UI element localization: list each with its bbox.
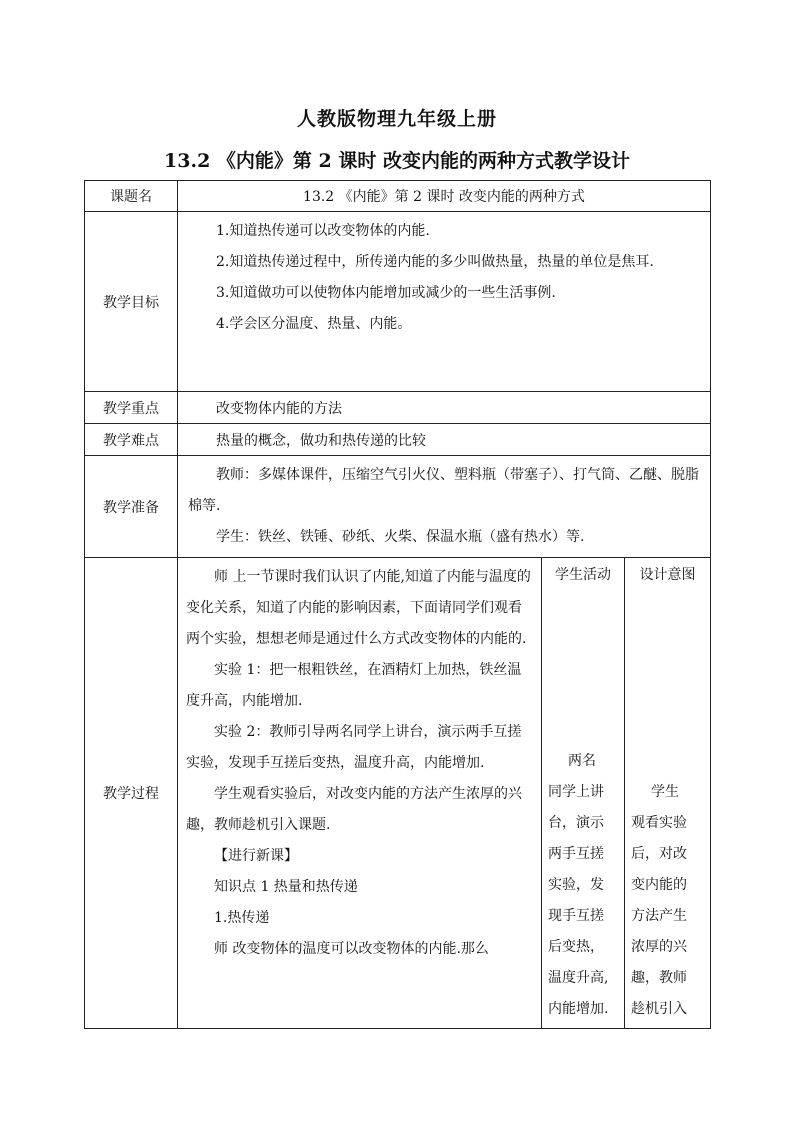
process-paragraph: 实验 2：教师引导两名同学上讲台，演示两手互搓实验，发现手互搓后变热，温度升高，内能增加. [186, 724, 522, 771]
value-key-point [178, 392, 711, 424]
objective-item: 3.知道做功可以使物体内能增加或减少的一些生活事例. [216, 285, 556, 301]
row-preparation [85, 456, 711, 558]
process-content [178, 558, 542, 1029]
design-intent-line: 变内能的 [631, 877, 687, 893]
value-difficulty [178, 424, 711, 456]
process-paragraph: 学生观看实验后，对改变内能的方法产生浓厚的兴趣，教师趁机引入课题. [186, 786, 522, 833]
lesson-plan-table [84, 180, 711, 1029]
design-intent-header: 设计意图 [639, 567, 696, 583]
process-paragraph: 实验 1：把一根粗铁丝，在酒精灯上加热，铁丝温度升高，内能增加. [186, 662, 522, 709]
process-paragraph: 师 改变物体的温度可以改变物体的内能.那么 [214, 941, 489, 957]
student-activity-line: 两手互搓 [548, 846, 604, 862]
row-process [85, 558, 711, 1029]
objective-item: 1.知道热传递可以改变物体的内能. [216, 223, 430, 239]
student-activity-line: 温度升高, [548, 970, 609, 986]
design-intent-column [625, 558, 711, 1029]
student-activity-line: 后变热， [548, 939, 604, 955]
student-activity-column [542, 558, 625, 1029]
student-activity-line: 同学上讲 [548, 784, 604, 800]
value-topic: 13.2 《内能》第 2 课时 改变内能的两种方式 [178, 181, 711, 212]
key-point-text: 改变物体内能的方法 [216, 400, 342, 417]
student-activity-line: 内能增加. [548, 1001, 609, 1017]
difficulty-text: 热量的概念，做功和热传递的比较 [216, 432, 426, 449]
label-preparation: 教学准备 [85, 456, 178, 558]
student-activity-line: 台，演示 [548, 815, 604, 831]
row-topic [85, 181, 711, 212]
value-preparation [178, 456, 711, 558]
preparation-teacher: 教师：多媒体课件，压缩空气引火仪、塑料瓶（带塞子）、打气筒、乙醚、脱脂棉等. [188, 467, 699, 514]
document-subtitle: 13.2 《内能》第 2 课时 改变内能的两种方式教学设计 [164, 150, 630, 172]
preparation-student: 学生：铁丝、铁锤、砂纸、火柴、保温水瓶（盛有热水）等. [216, 529, 585, 545]
process-paragraph: 【进行新课】 [214, 848, 298, 864]
process-paragraph: 知识点 1 热量和热传递 [214, 879, 358, 895]
design-intent-line: 学生 [651, 784, 679, 800]
objective-item: 4.学会区分温度、热量、内能。 [216, 316, 412, 332]
design-intent-line: 后，对改 [631, 846, 687, 862]
label-difficulty: 教学难点 [85, 424, 178, 456]
value-objectives [178, 212, 711, 392]
process-paragraph: 1.热传递 [214, 910, 270, 926]
student-activity-line: 两名 [568, 753, 596, 769]
objective-item: 2.知道热传递过程中，所传递内能的多少叫做热量，热量的单位是焦耳. [216, 254, 654, 270]
student-activity-line: 实验，发 [548, 877, 604, 893]
label-topic: 课题名 [85, 181, 178, 212]
student-activity-line: 现手互搓 [548, 908, 604, 924]
design-intent-line: 方法产生 [631, 908, 687, 924]
process-paragraph: 师 上一节课时我们认识了内能,知道了内能与温度的变化关系，知道了内能的影响因素，下面请同学们观看两个实验，想想老师是通过什么方式改变物体的内能的. [186, 569, 531, 647]
design-intent-line: 趁机引入 [631, 1001, 687, 1017]
label-objectives: 教学目标 [85, 212, 178, 392]
label-process: 教学过程 [85, 558, 178, 1029]
label-key-point: 教学重点 [85, 392, 178, 424]
design-intent-line: 浓厚的兴 [631, 939, 687, 955]
document-title: 人教版物理九年级上册 [296, 108, 497, 130]
student-activity-header: 学生活动 [555, 567, 611, 583]
row-difficulty [85, 424, 711, 456]
row-objectives [85, 212, 711, 392]
row-key-point [85, 392, 711, 424]
design-intent-line: 观看实验 [631, 815, 687, 831]
design-intent-line: 趣，教师 [631, 970, 687, 986]
